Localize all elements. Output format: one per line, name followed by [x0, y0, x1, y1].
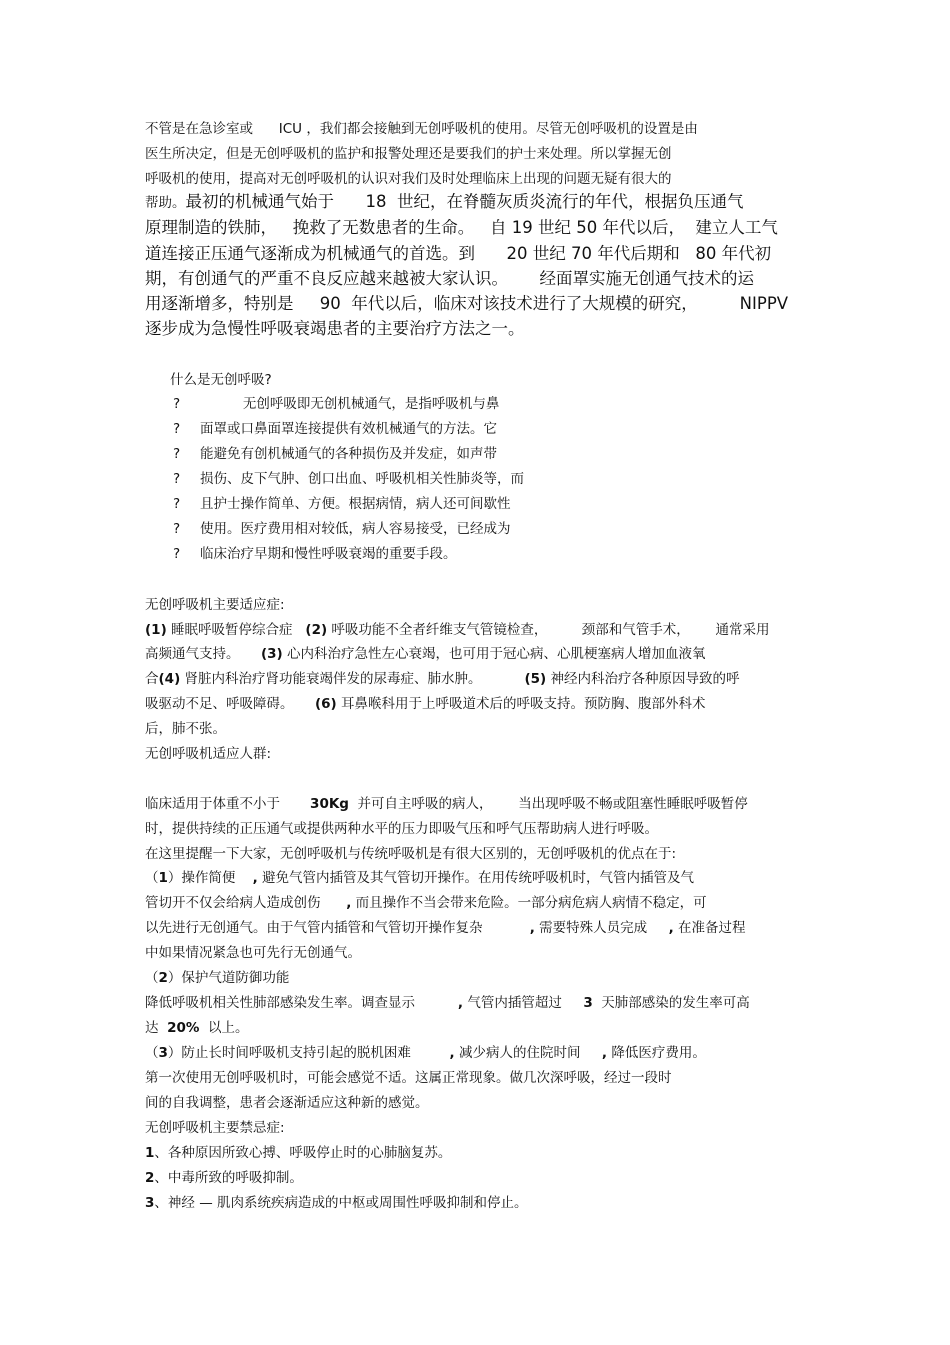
indications-line-5: 后，肺不张。: [145, 721, 226, 737]
advantage-1-line-3: [145, 919, 746, 937]
adv-text: 管切开不仅会给病人造成创伤: [145, 895, 347, 911]
intro-line-1: 不管是在急诊室或 ICU ，我们都会接触到无创呼吸机的使用。尽管无创呼吸机的设置是由: [145, 121, 698, 137]
adv-text: 达: [145, 1020, 168, 1036]
adv-text: ）保护气道防御功能: [167, 970, 290, 986]
contra-number: 3: [145, 1195, 155, 1211]
contra-heading: 无创呼吸机主要禁忌症:: [145, 1120, 285, 1136]
adv-comma: ,: [529, 920, 535, 936]
intro-line-9: 逐步成为急慢性呼吸衰竭患者的主要治疗方法之一。: [145, 319, 525, 338]
bullet-marker: ?: [173, 546, 181, 562]
advantage-1-line-1: [145, 869, 694, 887]
item-number: (4): [158, 671, 181, 687]
intro-line-2: 医生所决定，但是无创呼吸机的监护和报警处理还是要我们的护士来处理。所以掌握无创: [145, 146, 672, 162]
adv-text: 在准备过程: [673, 920, 746, 936]
intro-line-6: 道连接正压通气逐渐成为机械通气的首选。到 20 世纪 70 年代后期和 80 年代初: [145, 244, 772, 263]
what-line: 损伤、皮下气肿、创口出血、呼吸机相关性肺炎等，而: [200, 471, 524, 487]
adv-comma: ,: [449, 1045, 455, 1061]
adv-text: ）操作简便: [167, 870, 253, 886]
item-text: 心内科治疗急性左心衰竭，也可用于冠心病、心肌梗塞病人增加血液氧: [282, 646, 706, 662]
intro-line-3: 呼吸机的使用，提高对无创呼吸机的认识对我们及时处理临床上出现的问题无疑有很大的: [145, 171, 672, 187]
what-line: 能避免有创机械通气的各种损伤及并发症，如声带: [200, 446, 497, 462]
adv-number: 1: [158, 870, 168, 886]
item-text: 吸驱动不足、呼吸障碍。: [145, 696, 315, 712]
advantage-3-line-3: 间的自我调整，患者会逐渐适应这种新的感觉。: [145, 1095, 429, 1111]
item-number: (5): [524, 671, 547, 687]
item-number: (3): [260, 646, 283, 662]
contra-number: 2: [145, 1170, 155, 1186]
intro-line-4-rest: 最初的机械通气始于 18 世纪，在脊髓灰质炎流行的年代，根据负压通气: [185, 192, 744, 211]
item-text: 高频通气支持。: [145, 646, 261, 662]
adv-text: 气管内插管超过: [463, 995, 584, 1011]
advantage-1-line-4: 中如果情况紧急也可先行无创通气。: [145, 945, 361, 961]
intro-line-8: 用逐渐增多，特别是 90 年代以后，临床对该技术进行了大规模的研究， NIPPV: [145, 294, 789, 313]
item-text: 睡眠呼吸暂停综合症: [166, 622, 306, 638]
indications-line-2: [145, 645, 706, 663]
adv-text: 降低呼吸机相关性肺部感染发生率。调查显示: [145, 995, 458, 1011]
item-text: 合: [145, 671, 159, 687]
what-line: 面罩或口鼻面罩连接提供有效机械通气的方法。它: [200, 421, 497, 437]
item-text: 肾脏内科治疗肾功能衰竭伴发的尿毒症、肺水肿。: [180, 671, 525, 687]
population-text: 临床适用于体重不小于: [145, 796, 311, 812]
item-text: 耳鼻喉科用于上呼吸道术后的呼吸支持。预防胸、腹部外科术: [336, 696, 706, 712]
what-line: 且护士操作简单、方便。根据病情，病人还可间歇性: [200, 496, 511, 512]
contra-item: [145, 1194, 528, 1212]
contra-text: 、各种原因所致心搏、呼吸停止时的心肺脑复苏。: [154, 1145, 452, 1161]
population-heading: 无创呼吸机适应人群:: [145, 746, 272, 762]
advantage-2-line-2: [145, 994, 750, 1012]
adv-comma: ,: [252, 870, 258, 886]
advantage-3-line-1: [145, 1044, 706, 1062]
adv-text: 降低医疗费用。: [607, 1045, 706, 1061]
adv-number: 3: [583, 995, 593, 1011]
indications-line-3: [145, 670, 739, 688]
adv-number: 3: [158, 1045, 168, 1061]
bullet-marker: ?: [173, 471, 181, 487]
bullet-marker: ?: [173, 496, 181, 512]
contra-text: 、神经 — 肌肉系统疾病造成的中枢或周围性呼吸抑制和停止。: [154, 1195, 528, 1211]
adv-text: 以上。: [199, 1020, 249, 1036]
adv-comma: ,: [346, 895, 352, 911]
advantage-3-line-2: 第一次使用无创呼吸机时，可能会感觉不适。这属正常现象。做几次深呼吸，经过一段时: [145, 1070, 672, 1086]
adv-text: 减少病人的住院时间: [454, 1045, 602, 1061]
bullet-marker: ?: [173, 446, 181, 462]
indications-line-1: [145, 621, 770, 639]
item-text: 神经内科治疗各种原因导致的呼: [546, 671, 740, 687]
population-line-3: 在这里提醒一下大家，无创呼吸机与传统呼吸机是有很大区别的，无创呼吸机的优点在于:: [145, 846, 677, 862]
item-number: (6): [314, 696, 337, 712]
weight-value: 30Kg: [310, 796, 349, 812]
what-line: 临床治疗早期和慢性呼吸衰竭的重要手段。: [200, 546, 457, 562]
what-heading: 什么是无创呼吸?: [170, 372, 272, 388]
adv-comma: ,: [601, 1045, 608, 1061]
intro-line-7: 期，有创通气的严重不良反应越来越被大家认识。 经面罩实施无创通气技术的运: [145, 269, 754, 288]
contra-item: [145, 1169, 303, 1187]
item-number: (1): [145, 622, 167, 638]
item-text: 呼吸功能不全者纤维支气管镜检查， 颈部和气管手术， 通常采用: [327, 622, 770, 638]
what-line: 无创呼吸即无创机械通气，是指呼吸机与鼻: [200, 396, 500, 412]
contra-item: [145, 1144, 451, 1162]
advantage-2-line-1: [145, 969, 289, 987]
bullet-marker: ?: [173, 396, 181, 412]
adv-comma: ,: [668, 920, 674, 936]
adv-comma: ,: [457, 995, 464, 1011]
bullet-marker: ?: [173, 421, 181, 437]
adv-text: （: [145, 1045, 159, 1061]
contra-text: 、中毒所致的呼吸抑制。: [154, 1170, 303, 1186]
adv-text: 需要特殊人员完成: [534, 920, 669, 936]
intro-line-4: [145, 191, 743, 214]
adv-number: 2: [158, 970, 168, 986]
population-line-1: [145, 795, 748, 813]
indications-heading: 无创呼吸机主要适应症:: [145, 597, 285, 613]
adv-text: （: [145, 970, 159, 986]
adv-text: 以先进行无创通气。由于气管内插管和气管切开操作复杂: [145, 920, 530, 936]
bullet-marker: ?: [173, 521, 181, 537]
adv-percent: 20%: [167, 1020, 200, 1036]
advantage-2-line-3: [145, 1019, 249, 1037]
population-text: 并可自主呼吸的病人， 当出现呼吸不畅或阻塞性睡眠呼吸暂停: [348, 796, 748, 812]
adv-text: （: [145, 870, 159, 886]
adv-text: 天肺部感染的发生率可高: [592, 995, 750, 1011]
indications-line-4: [145, 695, 706, 713]
adv-text: 而且操作不当会带来危险。一部分病危病人病情不稳定，可: [351, 895, 707, 911]
contra-number: 1: [145, 1145, 155, 1161]
intro-line-4-start: 帮助。: [145, 195, 186, 211]
adv-text: 避免气管内插管及其气管切开操作。在用传统呼吸机时，气管内插管及气: [257, 870, 695, 886]
adv-text: ）防止长时间呼吸机支持引起的脱机困难: [167, 1045, 450, 1061]
intro-line-5: 原理制造的铁肺， 挽救了无数患者的生命。 自 19 世纪 50 年代以后， 建立人工气: [145, 218, 778, 237]
advantage-1-line-2: [145, 894, 707, 912]
population-line-2: 时，提供持续的正压通气或提供两种水平的压力即吸气压和呼气压帮助病人进行呼吸。: [145, 821, 658, 837]
item-number: (2): [305, 622, 328, 638]
what-line: 使用。医疗费用相对较低，病人容易接受，已经成为: [200, 521, 511, 537]
